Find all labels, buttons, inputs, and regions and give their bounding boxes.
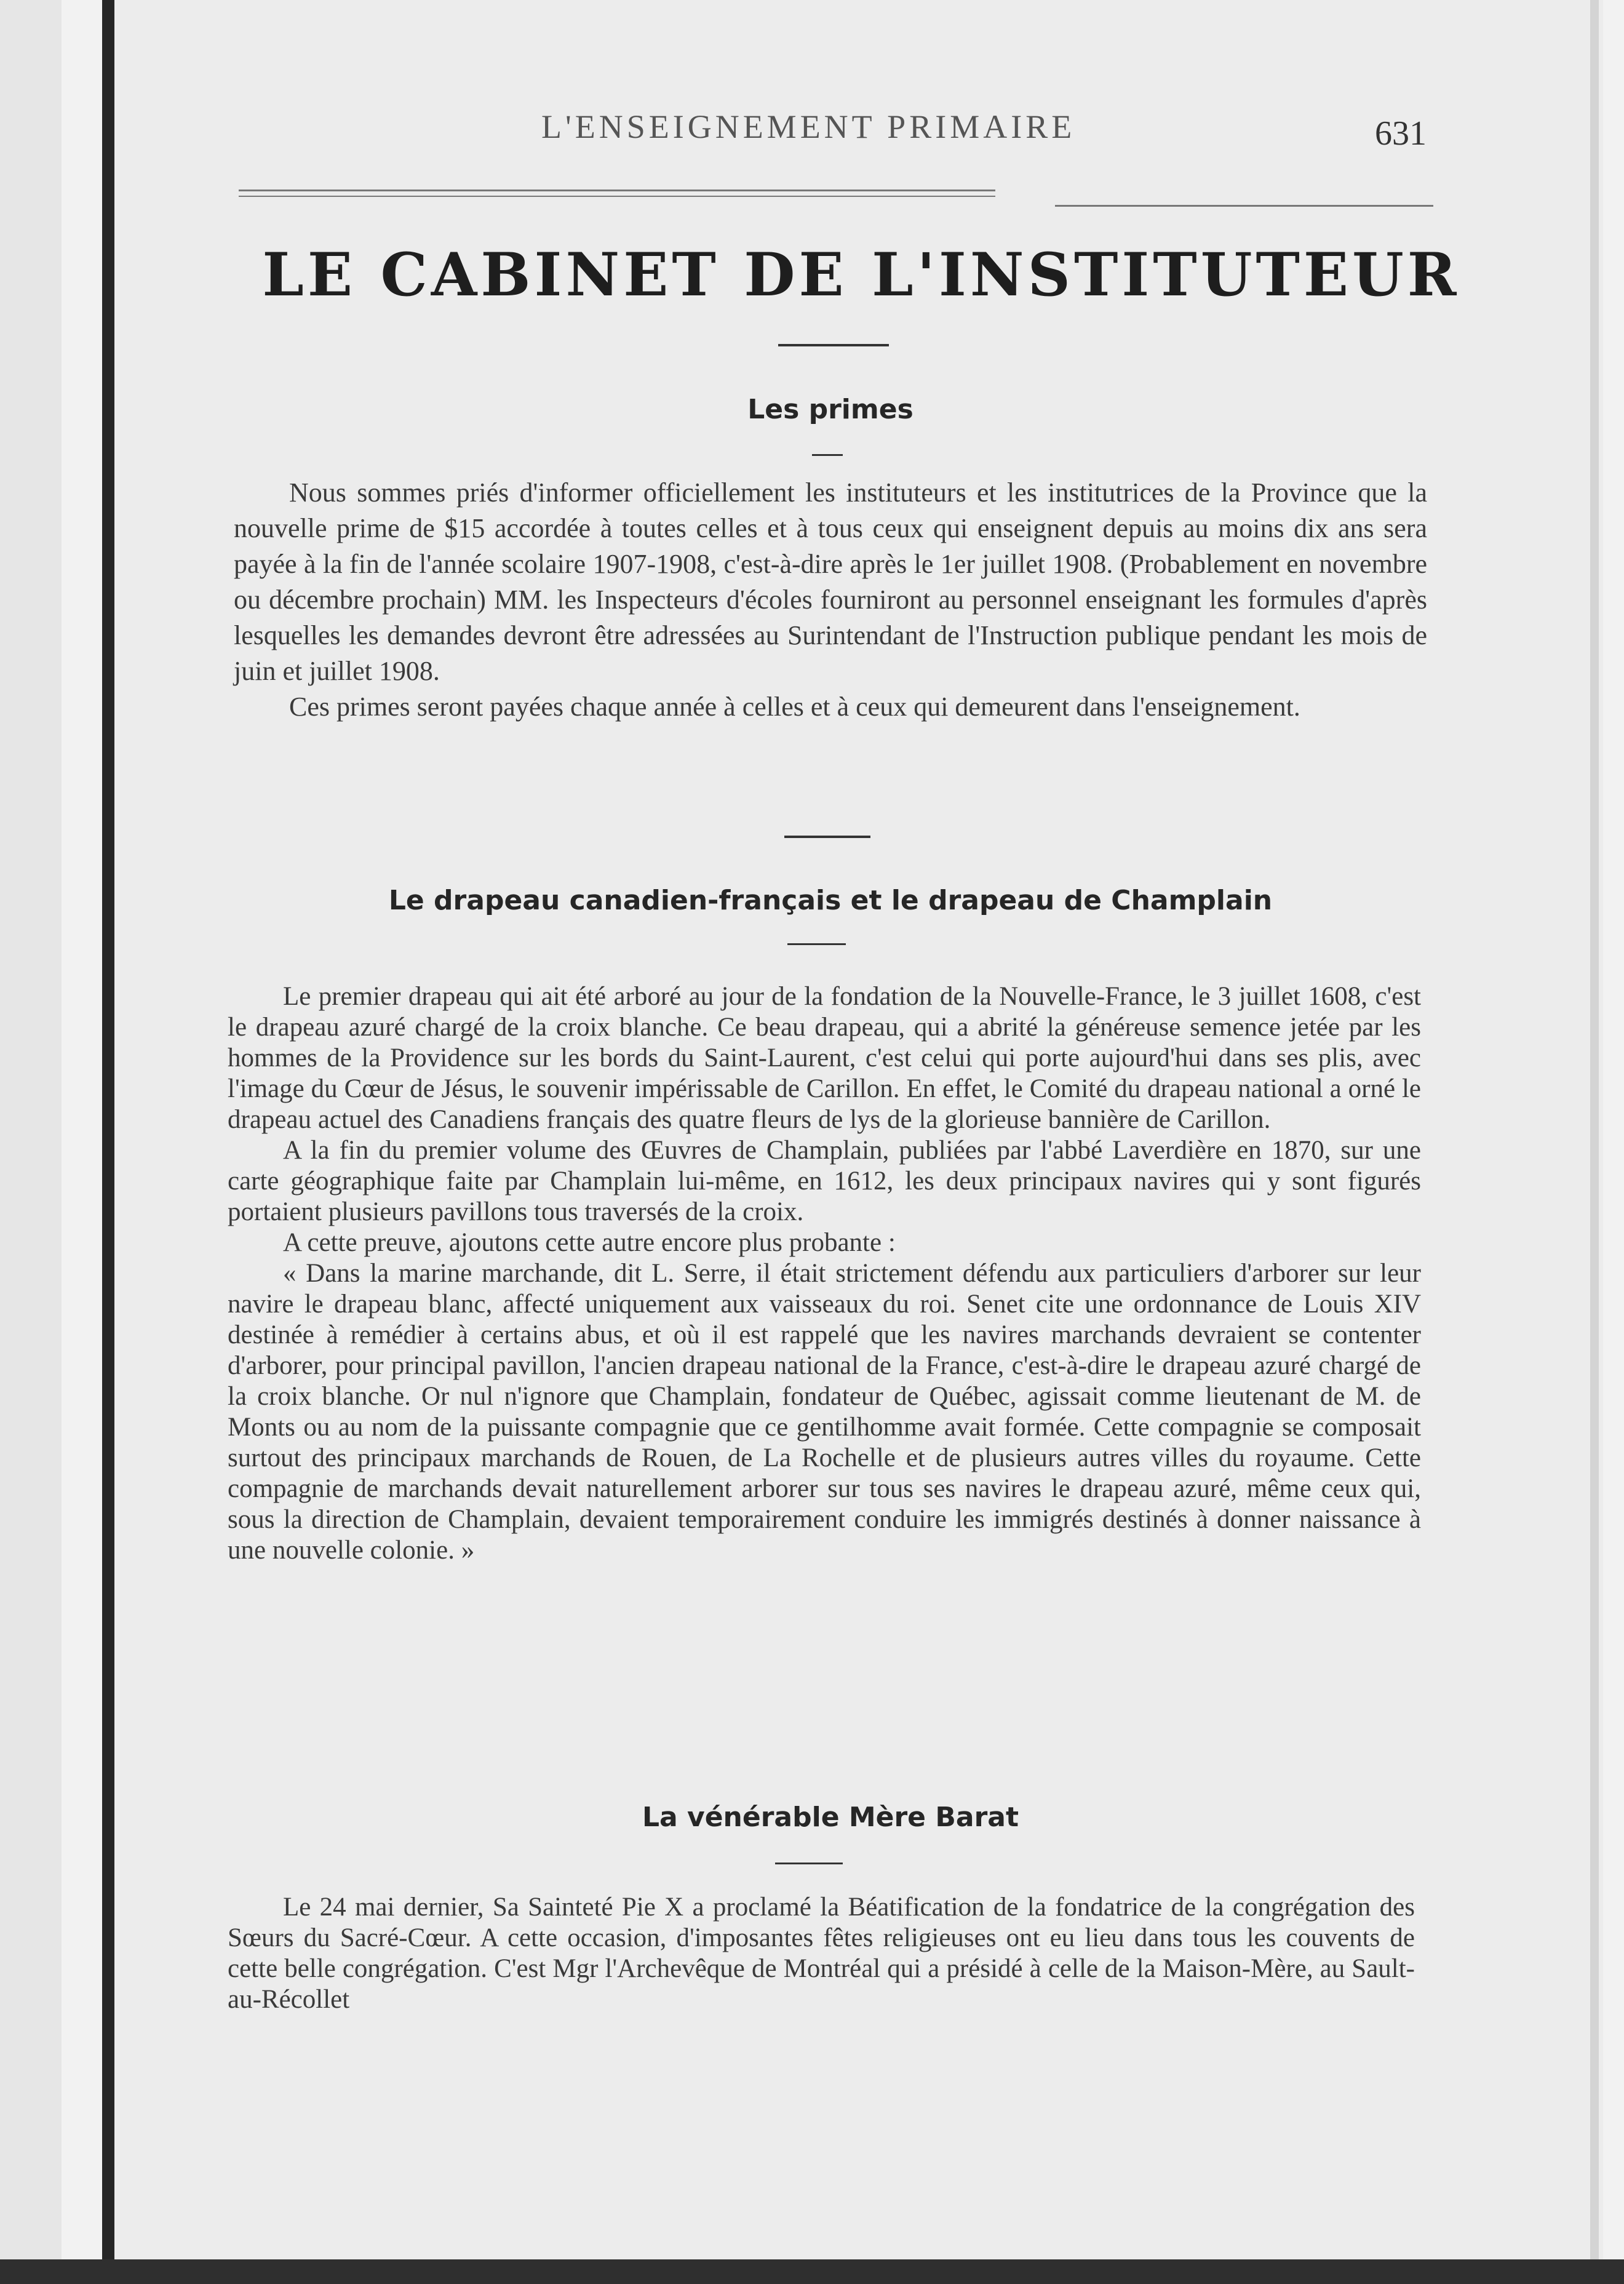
paragraph: Le 24 mai dernier, Sa Sainteté Pie X a proclamé la Béatification de la fondatrice de la congrégation des Sœurs du Sacré-Cœur. A cette occasion, d'imposantes fêtes religieuses ont eu lieu dans tous les couvents de cette belle congrégation. C'est Mgr l'Archevêque de Montréal qui a présidé à celle de la Maison-Mère, au Sault-au-Récollet (228, 1893, 1415, 2014)
header-rule-right (1055, 205, 1433, 207)
section-separator (784, 836, 870, 838)
section-heading-primes: Les primes (747, 394, 914, 425)
section-heading-drapeau: Le drapeau canadien-français et le drapeau de Champlain (388, 885, 1273, 916)
section-divider-barat (775, 1863, 843, 1864)
section-heading-barat: La vénérable Mère Barat (642, 1802, 1019, 1833)
page-number: 631 (1375, 114, 1427, 153)
section-body-barat (228, 1892, 1415, 2015)
quote-paragraph: « Dans la marine marchande, dit L. Serre, il était strictement défendu aux particuliers d'arborer sur leur navire le drapeau blanc, affecté uniquement aux vaisseaux du roi. Senet cite une ordonnance de Louis XIV destinée à remédier à certains abus, et où il est rappelé que les navires marchands devraient se contenter d'arborer, pour principal pavillon, l'ancien drapeau national de la France, c'est-à-dire le drapeau azuré chargé de la croix blanche. Or nul n'ignore que Champlain, fondateur de Québec, agissait comme lieutenant de M. de Monts ou au nom de la puissante compagnie que ce gentilhomme avait formée. Cette compagnie se composait surtout des principaux marchands de Rouen, de La Rochelle et de plusieurs autres villes du royaume. Cette compagnie de marchands devait naturellement arborer sur tous ses navires le drapeau azuré, même ceux qui, sous la direction de Champlain, devaient temporairement conduire les immigrés destinés à donner naissance à une nouvelle colonie. » (228, 1259, 1421, 1565)
title-divider (778, 344, 889, 346)
running-head: L'ENSEIGNEMENT PRIMAIRE (541, 108, 1076, 145)
paragraph: Nous sommes priés d'informer officiellement les instituteurs et les institutrices de la Province que la nouvelle prime de $15 accordée à toutes celles et à tous ceux qui enseignent depuis au moins dix ans sera payée à la fin de l'année scolaire 1907-1908, c'est-à-dire après le 1er juillet 1908. (Probablement en novembre ou décembre prochain) MM. les Inspecteurs d'écoles fourniront au personnel enseignant les formules d'après lesquelles les demandes devront être adressées au Surintendant de l'Instruction publique pendant les mois de juin et juillet 1908. (234, 477, 1427, 686)
section-body-drapeau (228, 981, 1421, 1566)
book-spine-shadow (102, 0, 114, 2284)
section-divider-drapeau (787, 943, 846, 945)
page-edge (1590, 0, 1599, 2284)
section-body-primes (234, 475, 1427, 725)
section-divider-primes (812, 454, 843, 456)
paragraph: A cette preuve, ajoutons cette autre encore plus probante : (283, 1228, 896, 1257)
paragraph: Le premier drapeau qui ait été arboré au jour de la fondation de la Nouvelle-France, le 3 juillet 1608, c'est le drapeau azuré chargé de la croix blanche. Ce beau drapeau, qui a abrité la généreuse semence jetée par les hommes de la Providence sur les bords du Saint-Laurent, c'est celui qui porte aujourd'hui dans ses plis, avec l'image du Cœur de Jésus, le souvenir impérissable de Carillon. En effet, le Comité du drapeau national a orné le drapeau actuel des Canadiens français des quatre fleurs de lys de la glorieuse bannière de Carillon. (228, 982, 1421, 1134)
header-rule-left-2 (239, 196, 995, 197)
page-title: LE CABINET DE L'INSTITUTEUR (262, 240, 1460, 309)
scan-bottom-edge (0, 2259, 1624, 2284)
header-rule-left (239, 190, 995, 191)
scan-margin (0, 0, 62, 2284)
paragraph: A la fin du premier volume des Œuvres de Champlain, publiées par l'abbé Laverdière en 1870, sur une carte géographique faite par Champlain lui-même, en 1612, les deux principaux navires qui y sont figurés portaient plusieurs pavillons tous traversés de la croix. (228, 1136, 1421, 1226)
paragraph: Ces primes seront payées chaque année à celles et à ceux qui demeurent dans l'enseignement. (289, 692, 1300, 722)
